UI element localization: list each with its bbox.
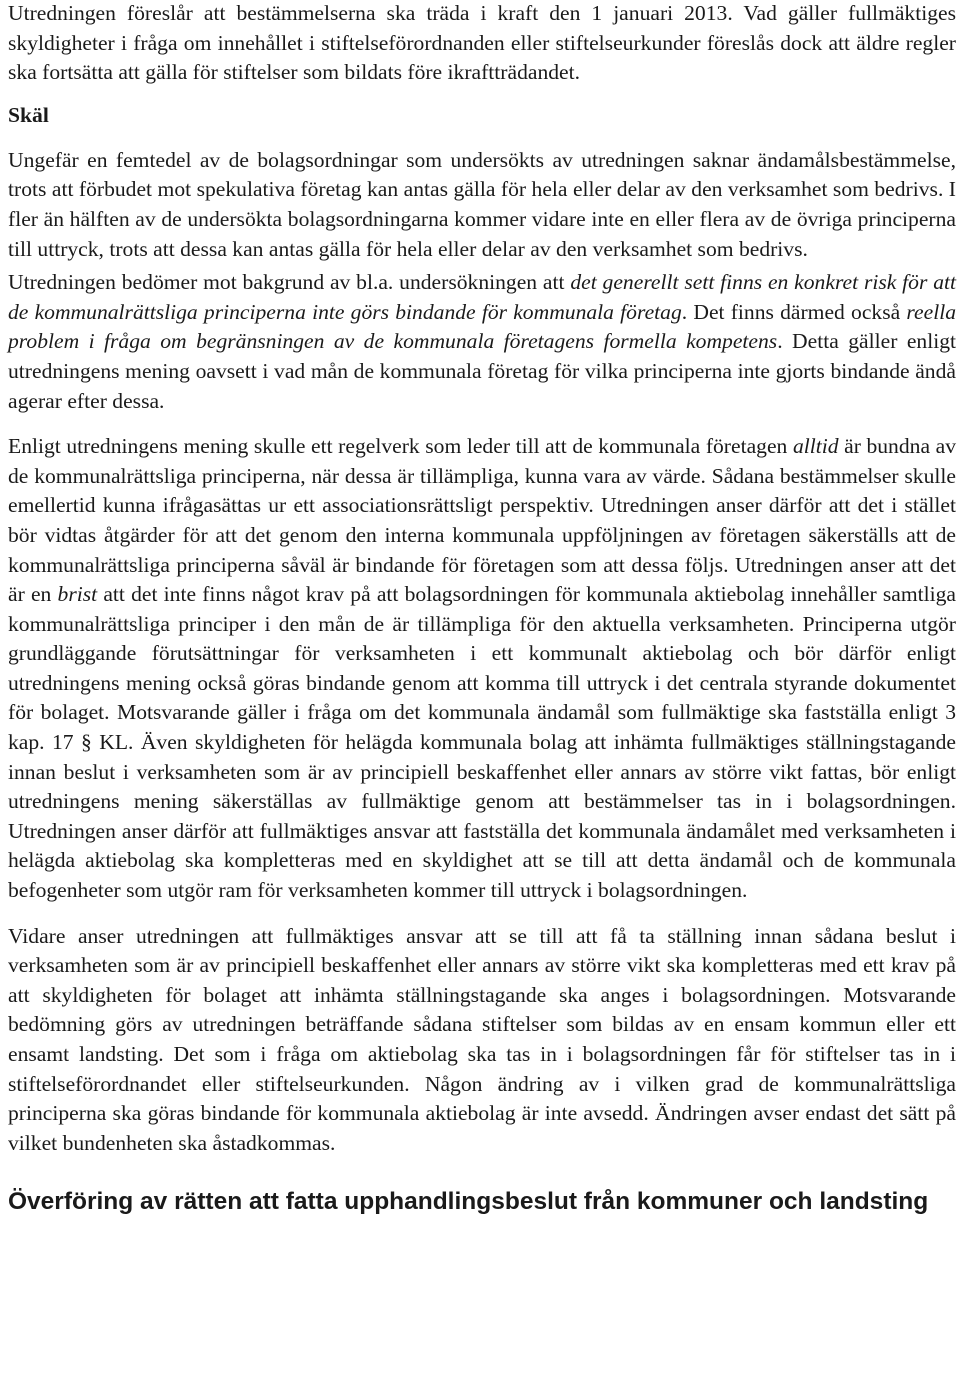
skal-paragraph-1: Ungefär en femtedel av de bolagsordningar som undersökts av utredningen saknar ändamålsbestämmelse, trots att förbudet mot spekulativa företag kan antas gälla för hela eller delar av den verksamhet som bedrivs. I fler än hälften av de undersökta bolagsordningarna kommer vidare inte en eller flera av de övriga principerna till uttryck, trots att dessa kan antas gälla för hela eller delar av den verksamhet som bedrivs. — [8, 147, 956, 261]
italic-emphasis: det generellt sett finns en konkret risk för att de kommunalrättsliga principerna inte görs bindande för kommunala företag — [8, 270, 956, 324]
intro-paragraph: Utredningen föreslår att bestämmelserna ska träda i kraft den 1 januari 2013. Vad gäller fullmäktiges skyldigheter i fråga om innehållet i stiftelseförordnanden eller stiftelseurkunder föreslås dock att äldre regler ska fortsätta att gälla för stiftelser som bildats före ikraftträdandet. — [8, 1, 956, 85]
italic-emphasis: alltid — [792, 434, 839, 459]
paragraph-text: är bundna av de kommunalrättsliga principerna, när dessa är tillämpliga, kunna vara av värde. Sådana bestämmelser skulle emellertid kunna ifrågasättas ur ett associationsrättsligt perspektiv. Utredningen anser därför att det i stället bör vidtas åtgärder för att det genom den interna kommunala uppföljningen av företagen säkerställs att de kommunalrättsliga principerna såväl är bindande för företagen som att dessa följs. Utredningen anser att det är en — [8, 434, 956, 607]
skal-paragraph-2 — [8, 268, 956, 416]
paragraph-text: . Detta gäller enligt utredningens mening oavsett i vad mån de kommunala företag för vilka principerna inte gjorts bindande ändå agerar efter dessa. — [8, 329, 957, 413]
italic-emphasis: brist — [57, 582, 98, 607]
italic-emphasis: reella problem i fråga om begränsningen av de kommunala företagens formella kompetens — [8, 299, 956, 354]
paragraph-text: Enligt utredningens mening skulle ett regelverk som leder till att de kommunala företagen — [8, 434, 793, 459]
section-heading-upphandling: Överföring av rätten att fatta upphandlingsbeslut från kommuner och landsting — [8, 1188, 929, 1216]
skal-paragraph-3 — [8, 432, 956, 906]
paragraph-text: att det inte finns något krav på att bolagsordningen för kommunala aktiebolag innehåller samtliga kommunalrättsliga principer i den mån de är tillämpliga för den aktuella verksamheten. Principerna utgör grundläggande förutsättningar för verksamheten i ett kommunalt aktiebolag och bör därför enligt utredningens mening också göras bindande genom att komma till uttryck i det centrala styrande dokumentet för bolaget. Motsvarande gäller i fråga om det kommunala ändamål som fullmäktige ska fastställa enligt 3 kap. 17 § KL. Även skyldigheten för helägda kommunala bolag att inhämta fullmäktiges ställningstagande innan beslut i verksamheten som är av principiell beskaffenhet eller annars av större vikt fattas, bör enligt utredningens mening säkerställas av fullmäktige genom att bestämmelser tas in i bolagsordningen. Utredningen anser därför att fullmäktiges ansvar att fastställa det kommunala ändamålet med verksamheten i helägda aktiebolag ska kompletteras med en skyldighet att se till att detta ändamål och de kommunala befogenheter som utgör ram för verksamheten kommer till uttryck i bolagsordningen. — [8, 582, 956, 903]
paragraph-text: . Det finns därmed också — [681, 299, 907, 324]
skal-paragraph-4: Vidare anser utredningen att fullmäktiges ansvar att se till att få ta ställning innan sådana beslut i verksamheten som är av principiell beskaffenhet eller annars av större vikt ska kompletteras med ett krav på att skyldigheten för bolaget att inhämta ställningstagande ska anges i bolagsordningen. Motsvarande bedömning görs av utredningen beträffande sådana stiftelser som bildas av en ensam kommun eller ett ensamt landsting. Det som i fråga om aktiebolag ska tas in i bolagsordningen får för stiftelser tas in i stiftelseförordnandet eller stiftelseurkunden. Någon ändring av i vilken grad de kommunalrättsliga principerna ska göras bindande för kommunala aktiebolag är inte avsedd. Ändringen avser endast det sätt på vilket bundenheten ska åstadkommas. — [8, 923, 956, 1155]
paragraph-text: Utredningen bedömer mot bakgrund av bl.a. undersökningen att — [8, 270, 571, 295]
section-heading-skal: Skäl — [8, 102, 49, 127]
document-page — [8, 0, 956, 1218]
